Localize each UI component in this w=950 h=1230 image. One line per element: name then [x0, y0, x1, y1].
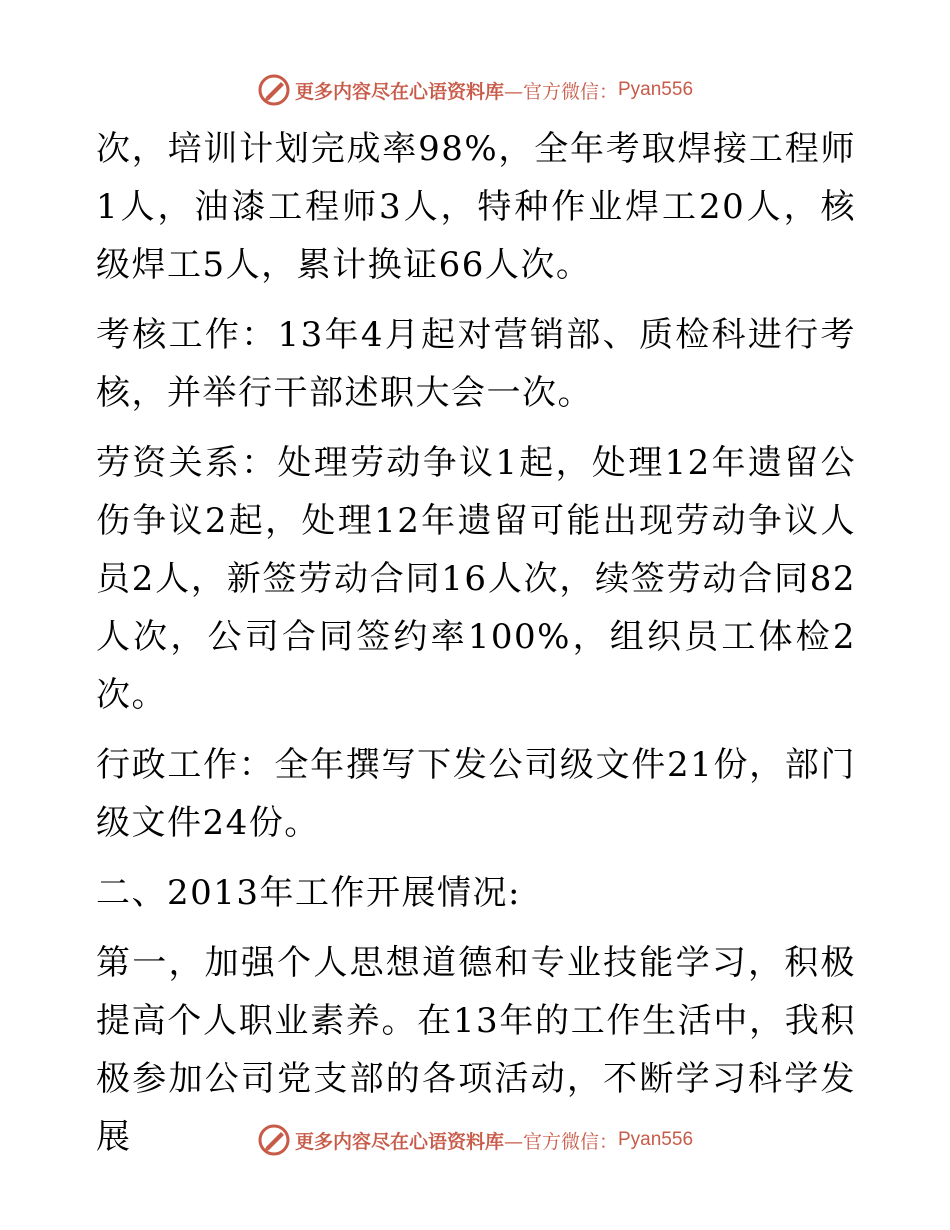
footer-watermark-id: Pyan556 [618, 1129, 694, 1150]
pen-logo-icon [257, 73, 291, 107]
header-watermark-main: 更多内容尽在心语资料库 [294, 80, 504, 103]
paragraph: 劳资关系：处理劳动争议1起，处理12年遗留公伤争议2起，处理12年遗留可能出现劳动争议人员2人，新签劳动合同16人次，续签劳动合同82人次，公司合同签约率100%，组织员工体检2次。 [96, 443, 856, 715]
pen-logo-icon [257, 1123, 291, 1157]
document-body [96, 120, 856, 1178]
paragraph: 考核工作：13年4月起对营销部、质检科进行考核，并举行干部述职大会一次。 [96, 315, 856, 413]
paragraph: 二、2013年工作开展情况: [96, 873, 521, 913]
paragraph: 行政工作：全年撰写下发公司级文件21份，部门级文件24份。 [96, 745, 856, 843]
footer-watermark-main: 更多内容尽在心语资料库 [294, 1130, 504, 1153]
header-watermark-sub: —官方微信： [503, 80, 618, 103]
header-watermark-id: Pyan556 [618, 79, 694, 100]
footer-watermark [0, 1120, 950, 1160]
header-watermark [0, 70, 950, 110]
paragraph: 第一，加强个人思想道德和专业技能学习，积极提高个人职业素养。在13年的工作生活中，我积极参加公司党支部的各项活动，不断学习科学发展 [96, 943, 856, 1157]
paragraph: 次，培训计划完成率98%，全年考取焊接工程师1人，油漆工程师3人，特种作业焊工20人，核级焊工5人，累计换证66人次。 [96, 129, 856, 285]
footer-watermark-sub: —官方微信： [503, 1130, 618, 1153]
